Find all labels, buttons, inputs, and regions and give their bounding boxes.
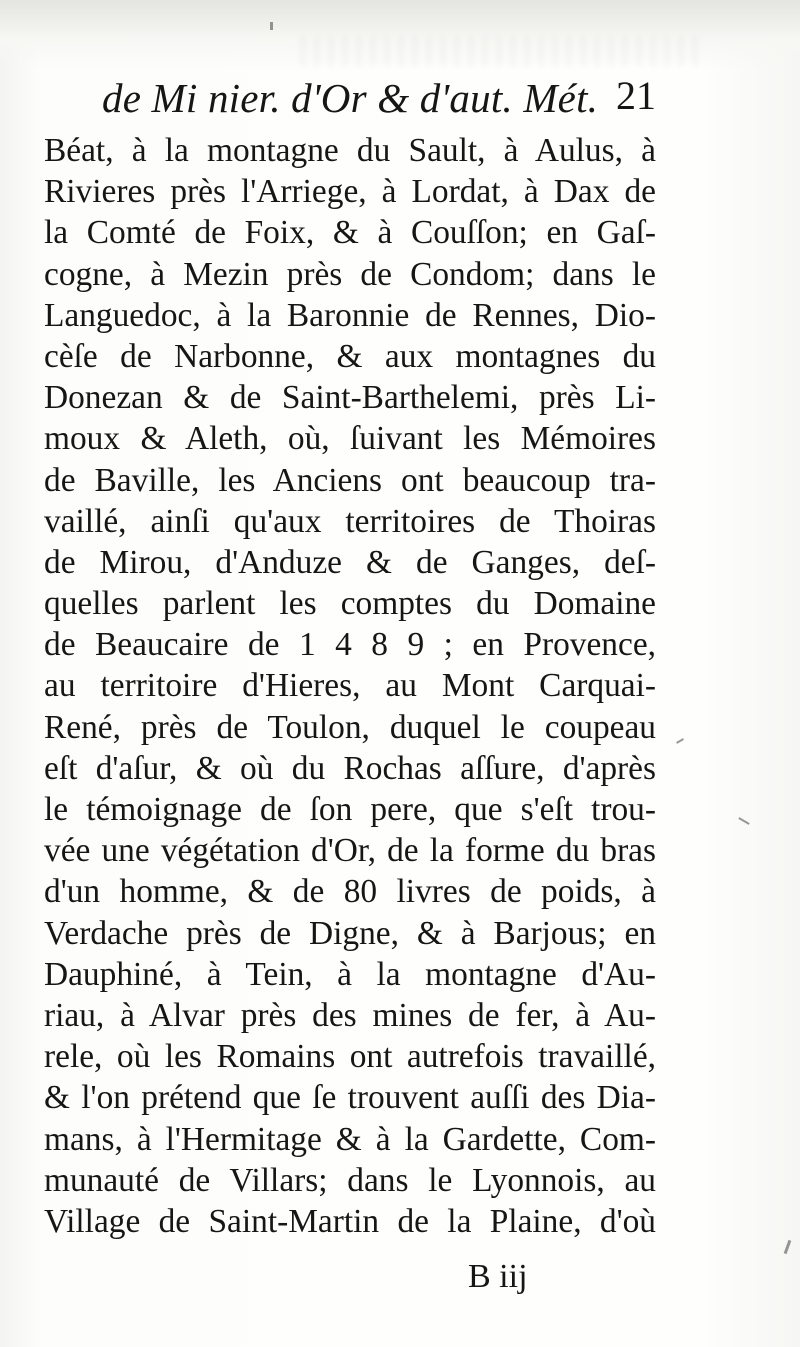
ink-speck [784,1240,792,1254]
text-line: Dauphiné, à Tein, à la montagne d'Au- [44,955,656,993]
page-number: 21 [616,73,656,118]
text-line: vaillé, ainſi qu'aux territoires de Thoiras [44,502,656,540]
text-line: de Beaucaire de 1 4 8 9 ; en Provence, [44,626,656,664]
text-line: Rivieres près l'Arriege, à Lordat, à Dax de [44,173,656,211]
body-text [44,130,656,1242]
text-line: vée une végétation d'Or, de la forme du bras [44,832,656,870]
text-line: Village de Saint-Martin de la Plaine, d'où [44,1202,656,1240]
show-through-text [300,36,700,66]
text-line: cèſe de Narbonne, & aux montagnes du [44,337,656,375]
text-line: cogne, à Mezin près de Condom; dans le [44,255,656,293]
text-line: la Comté de Foix, & à Couſſon; en Gaſ- [44,214,656,252]
text-line: de Baville, les Anciens ont beaucoup tra- [44,461,656,499]
text-line: eſt d'aſur, & où du Rochas aſſure, d'après [44,749,656,787]
text-line: René, près de Toulon, duquel le coupeau [44,708,656,746]
text-line: d'un homme, & de 80 livres de poids, à [44,873,656,911]
text-line: de Mirou, d'Anduze & de Ganges, deſ- [44,543,656,581]
text-line: munauté de Villars; dans le Lyonnois, au [44,1161,656,1199]
text-line: rele, où les Romains ont autrefois travaillé, [44,1038,656,1076]
text-line: riau, à Alvar près des mines de fer, à Au- [44,996,656,1034]
text-line: mans, à l'Hermitage & à la Gardette, Com- [44,1120,656,1158]
text-line: le témoignage de ſon pere, que s'eſt trou- [44,791,656,828]
page-header [96,70,656,130]
ink-speck [676,738,684,744]
text-line: & l'on prétend que ſe trouvent auſſi des Dia- [44,1079,656,1117]
text-line: Donezan & de Saint-Barthelemi, près Li- [44,379,656,417]
signature-mark: B iij [468,1258,528,1295]
text-line: au territoire d'Hieres, au Mont Carquai- [44,667,656,705]
ink-speck [738,817,749,825]
text-line: Languedoc, à la Baronnie de Rennes, Dio- [44,296,656,334]
text-line: Béat, à la montagne du Sault, à Aulus, à [44,132,656,169]
text-line: Verdache près de Digne, & à Barjous; en [44,914,656,952]
running-title: de Mi nier. d'Or & d'aut. Mét. [102,75,599,121]
ink-speck [270,22,273,30]
text-line: moux & Aleth, où, ſuivant les Mémoires [44,420,656,458]
text-line: quelles parlent les comptes du Domaine [44,585,656,623]
